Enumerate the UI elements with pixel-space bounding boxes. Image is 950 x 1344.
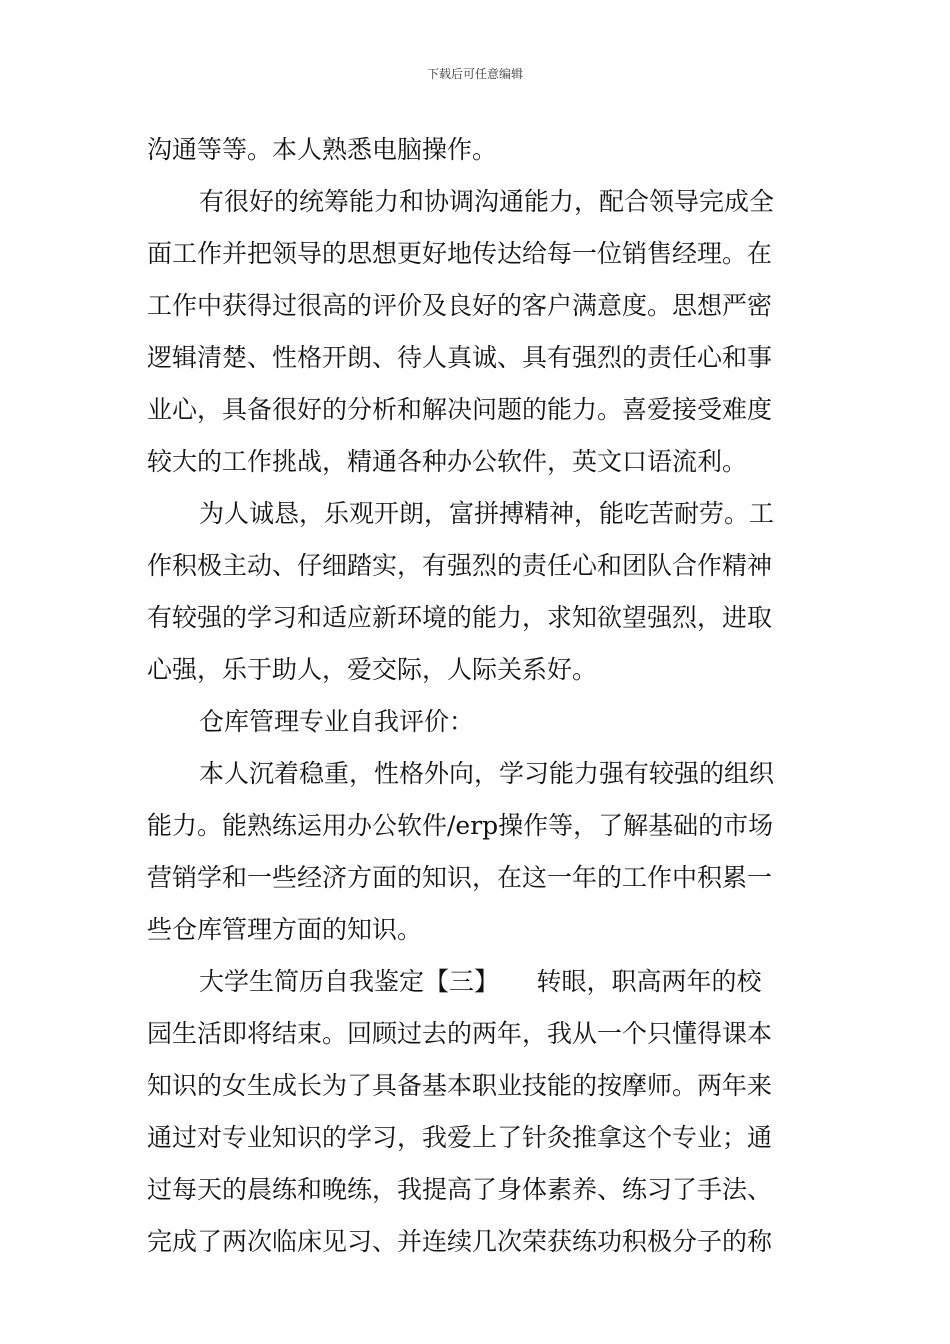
text-line: 沟通等等。本人熟悉电脑操作。 (147, 135, 498, 164)
text-line: 营销学和一些经济方面的知识，在这一年的工作中积累一 (147, 863, 773, 892)
text-line: 业心，具备很好的分析和解决问题的能力。喜爱接受难度 (147, 395, 773, 424)
text-line: 能力。能熟练运用办公软件/erp操作等，了解基础的市场 (147, 811, 774, 840)
text-line: 知识的女生成长为了具备基本职业技能的按摩师。两年来 (147, 1071, 773, 1100)
text-line: 有较强的学习和适应新环境的能力，求知欲望强烈，进取 (147, 603, 773, 632)
text-line: 通过对专业知识的学习，我爱上了针灸推拿这个专业；通 (147, 1123, 773, 1152)
text-line: 为人诚恳，乐观开朗，富拼搏精神，能吃苦耐劳。工 (199, 499, 775, 528)
section-heading: 仓库管理专业自我评价： (199, 707, 475, 736)
page-header: 下载后可任意编辑 (426, 67, 523, 81)
text-line: 些仓库管理方面的知识。 (147, 915, 423, 944)
text-line: 较大的工作挑战，精通各种办公软件，英文口语流利。 (147, 447, 748, 476)
text-line: 有很好的统筹能力和协调沟通能力，配合领导完成全 (199, 187, 775, 216)
text-line: 过每天的晨练和晚练，我提高了身体素养、练习了手法、 (147, 1175, 773, 1204)
text-line: 大学生简历自我鉴定【三】 转眼，职高两年的校 (199, 967, 762, 996)
text-line: 逻辑清楚、性格开朗、待人真诚、具有强烈的责任心和事 (147, 343, 773, 372)
document-body (147, 124, 827, 1268)
text-line: 面工作并把领导的思想更好地传达给每一位销售经理。在 (147, 239, 773, 268)
text-line: 完成了两次临床见习、并连续几次荣获练功积极分子的称 (147, 1227, 773, 1256)
text-line: 作积极主动、仔细踏实，有强烈的责任心和团队合作精神 (147, 551, 773, 580)
text-line: 园生活即将结束。回顾过去的两年，我从一个只懂得课本 (147, 1019, 773, 1048)
text-line: 工作中获得过很高的评价及良好的客户满意度。思想严密 (147, 291, 773, 320)
text-line: 心强，乐于助人，爱交际，人际关系好。 (147, 655, 598, 684)
text-line: 本人沉着稳重，性格外向，学习能力强有较强的组织 (199, 759, 775, 788)
